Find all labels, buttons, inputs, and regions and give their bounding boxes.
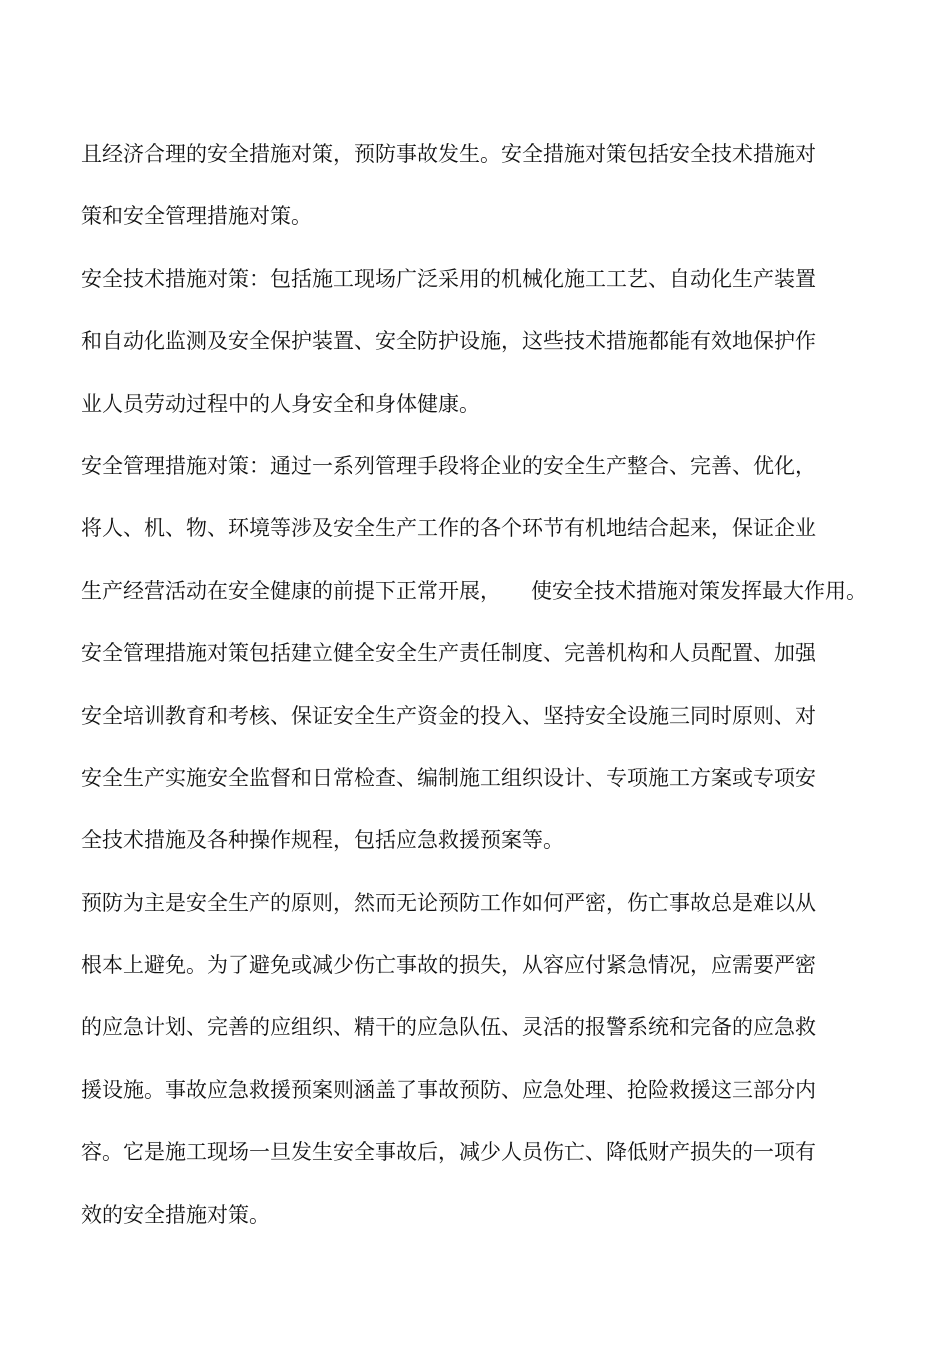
text-line: 安全管理措施对策包括建立健全安全生产责任制度、完善机构和人员配置、加强 — [81, 641, 816, 666]
text-line: 预防为主是安全生产的原则，然而无论预防工作如何严密，伤亡事故总是难以从 — [81, 890, 816, 915]
text-line-tail: 使安全技术措施对策发挥最大作用。 — [531, 578, 867, 603]
document-body — [81, 123, 941, 1246]
text-line: 安全培训教育和考核、保证安全生产资金的投入、坚持安全设施三同时原则、对 — [81, 703, 816, 728]
text-line: 根本上避免。为了避免或减少伤亡事故的损失，从容应付紧急情况，应需要严密 — [81, 953, 816, 978]
text-line: 且经济合理的安全措施对策，预防事故发生。安全措施对策包括安全技术措施对 — [81, 142, 816, 166]
text-line: 策和安全管理措施对策。 — [81, 204, 312, 229]
text-line: 安全管理措施对策：通过一系列管理手段将企业的安全生产整合、完善、优化， — [81, 453, 816, 478]
text-line: 全技术措施及各种操作规程，包括应急救援预案等。 — [81, 828, 564, 853]
text-line: 将人、机、物、环境等涉及安全生产工作的各个环节有机地结合起来，保证企业 — [81, 516, 816, 541]
text-line: 业人员劳动过程中的人身安全和身体健康。 — [81, 391, 480, 416]
text-line: 效的安全措施对策。 — [81, 1202, 270, 1227]
text-line: 和自动化监测及安全保护装置、安全防护设施，这些技术措施都能有效地保护作 — [81, 329, 816, 354]
text-line: 援设施。事故应急救援预案则涵盖了事故预防、应急处理、抢险救援这三部分内 — [81, 1077, 816, 1102]
text-line-head: 生产经营活动在安全健康的前提下正常开展， — [81, 578, 501, 603]
text-line: 的应急计划、完善的应组织、精干的应急队伍、灵活的报警系统和完备的应急救 — [81, 1015, 816, 1040]
text-line-split — [81, 560, 941, 622]
text-line: 安全技术措施对策：包括施工现场广泛采用的机械化施工工艺、自动化生产装置 — [81, 266, 816, 291]
text-line: 安全生产实施安全监督和日常检查、编制施工组织设计、专项施工方案或专项安 — [81, 765, 816, 790]
text-line: 容。它是施工现场一旦发生安全事故后，减少人员伤亡、降低财产损失的一项有 — [81, 1140, 816, 1165]
